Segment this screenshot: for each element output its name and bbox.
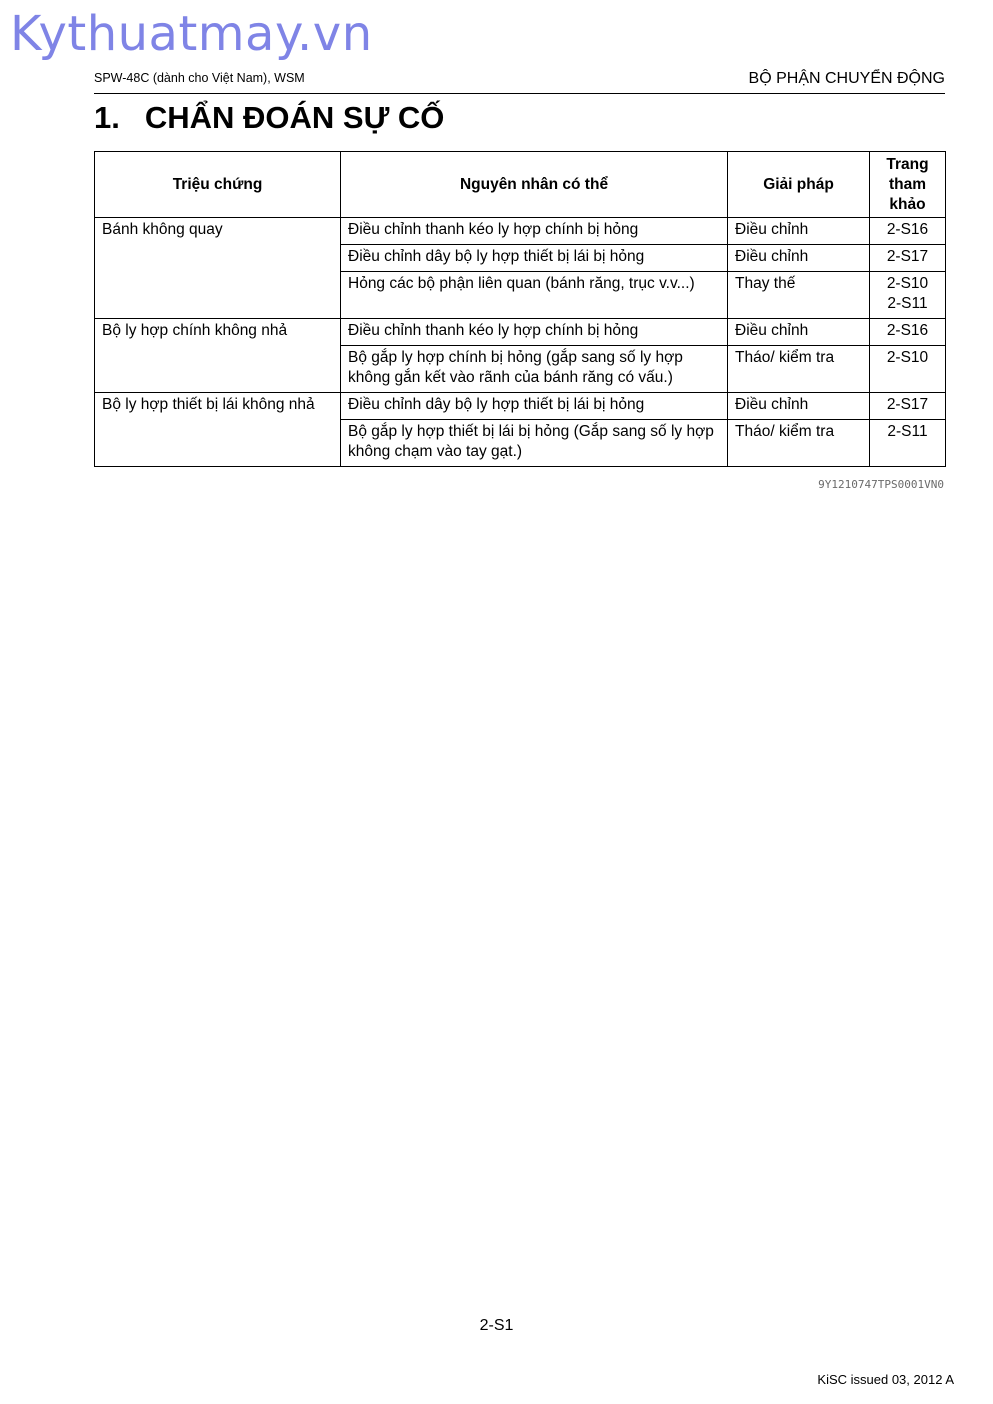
troubleshooting-table [94, 151, 946, 467]
document-code: 9Y1210747TPS0001VN0 [818, 478, 944, 491]
solution-cell: Tháo/ kiểm tra [728, 346, 870, 393]
table-row [95, 319, 946, 346]
watermark-logo: Kythuatmay.vn [10, 6, 373, 62]
reference-cell [870, 272, 946, 319]
reference-value: 2-S16 [886, 322, 929, 339]
symptom-cell: Bộ ly hợp chính không nhả [95, 319, 341, 393]
header-divider [94, 93, 945, 94]
reference-value: 2-S10 [886, 275, 929, 292]
reference-value: 2-S11 [887, 295, 928, 312]
header-model-text: SPW-48C (dành cho Việt Nam), WSM [94, 71, 305, 85]
reference-cell [870, 218, 946, 245]
solution-cell: Điều chỉnh [728, 245, 870, 272]
reference-cell [870, 245, 946, 272]
table-row [95, 393, 946, 420]
header-reference-line: tham [888, 175, 927, 193]
header-reference [870, 152, 946, 218]
reference-value: 2-S17 [886, 248, 929, 265]
table-header-row [95, 152, 946, 218]
cause-cell: Hỏng các bộ phận liên quan (bánh răng, trục v.v...) [341, 272, 728, 319]
issue-info: KiSC issued 03, 2012 A [817, 1372, 954, 1387]
cause-cell: Điều chỉnh thanh kéo ly hợp chính bị hỏng [341, 319, 728, 346]
reference-value: 2-S11 [887, 423, 928, 440]
solution-cell: Tháo/ kiểm tra [728, 420, 870, 467]
header-solution: Giải pháp [728, 152, 870, 218]
solution-cell: Điều chỉnh [728, 218, 870, 245]
header-reference-line: Trang [886, 155, 929, 173]
header-symptom: Triệu chứng [95, 152, 341, 218]
reference-cell [870, 319, 946, 346]
cause-cell: Điều chỉnh thanh kéo ly hợp chính bị hỏng [341, 218, 728, 245]
table-row [95, 218, 946, 245]
symptom-cell: Bánh không quay [95, 218, 341, 319]
header-reference-line: khảo [889, 195, 926, 213]
reference-cell [870, 420, 946, 467]
reference-cell [870, 393, 946, 420]
page-title [94, 98, 444, 138]
header-cause: Nguyên nhân có thể [341, 152, 728, 218]
page-number: 2-S1 [479, 1317, 514, 1334]
reference-cell [870, 346, 946, 393]
title-number: 1. [94, 100, 120, 135]
cause-cell: Điều chỉnh dây bộ ly hợp thiết bị lái bị hỏng [341, 245, 728, 272]
reference-value: 2-S16 [886, 221, 929, 238]
solution-cell: Điều chỉnh [728, 393, 870, 420]
reference-value: 2-S10 [886, 349, 929, 366]
solution-cell: Thay thế [728, 272, 870, 319]
reference-value: 2-S17 [886, 396, 929, 413]
cause-cell: Bộ gắp ly hợp thiết bị lái bị hỏng (Gắp sang số ly hợp không chạm vào tay gạt.) [341, 420, 728, 467]
header-section-title: BỘ PHẬN CHUYỂN ĐỘNG [748, 70, 945, 87]
cause-cell: Điều chỉnh dây bộ ly hợp thiết bị lái bị hỏng [341, 393, 728, 420]
cause-cell: Bộ gắp ly hợp chính bị hỏng (gắp sang số ly hợp không gắn kết vào rãnh của bánh răng có vấu.) [341, 346, 728, 393]
solution-cell: Điều chỉnh [728, 319, 870, 346]
symptom-cell: Bộ ly hợp thiết bị lái không nhả [95, 393, 341, 467]
title-text: CHẨN ĐOÁN SỰ CỐ [144, 100, 445, 135]
